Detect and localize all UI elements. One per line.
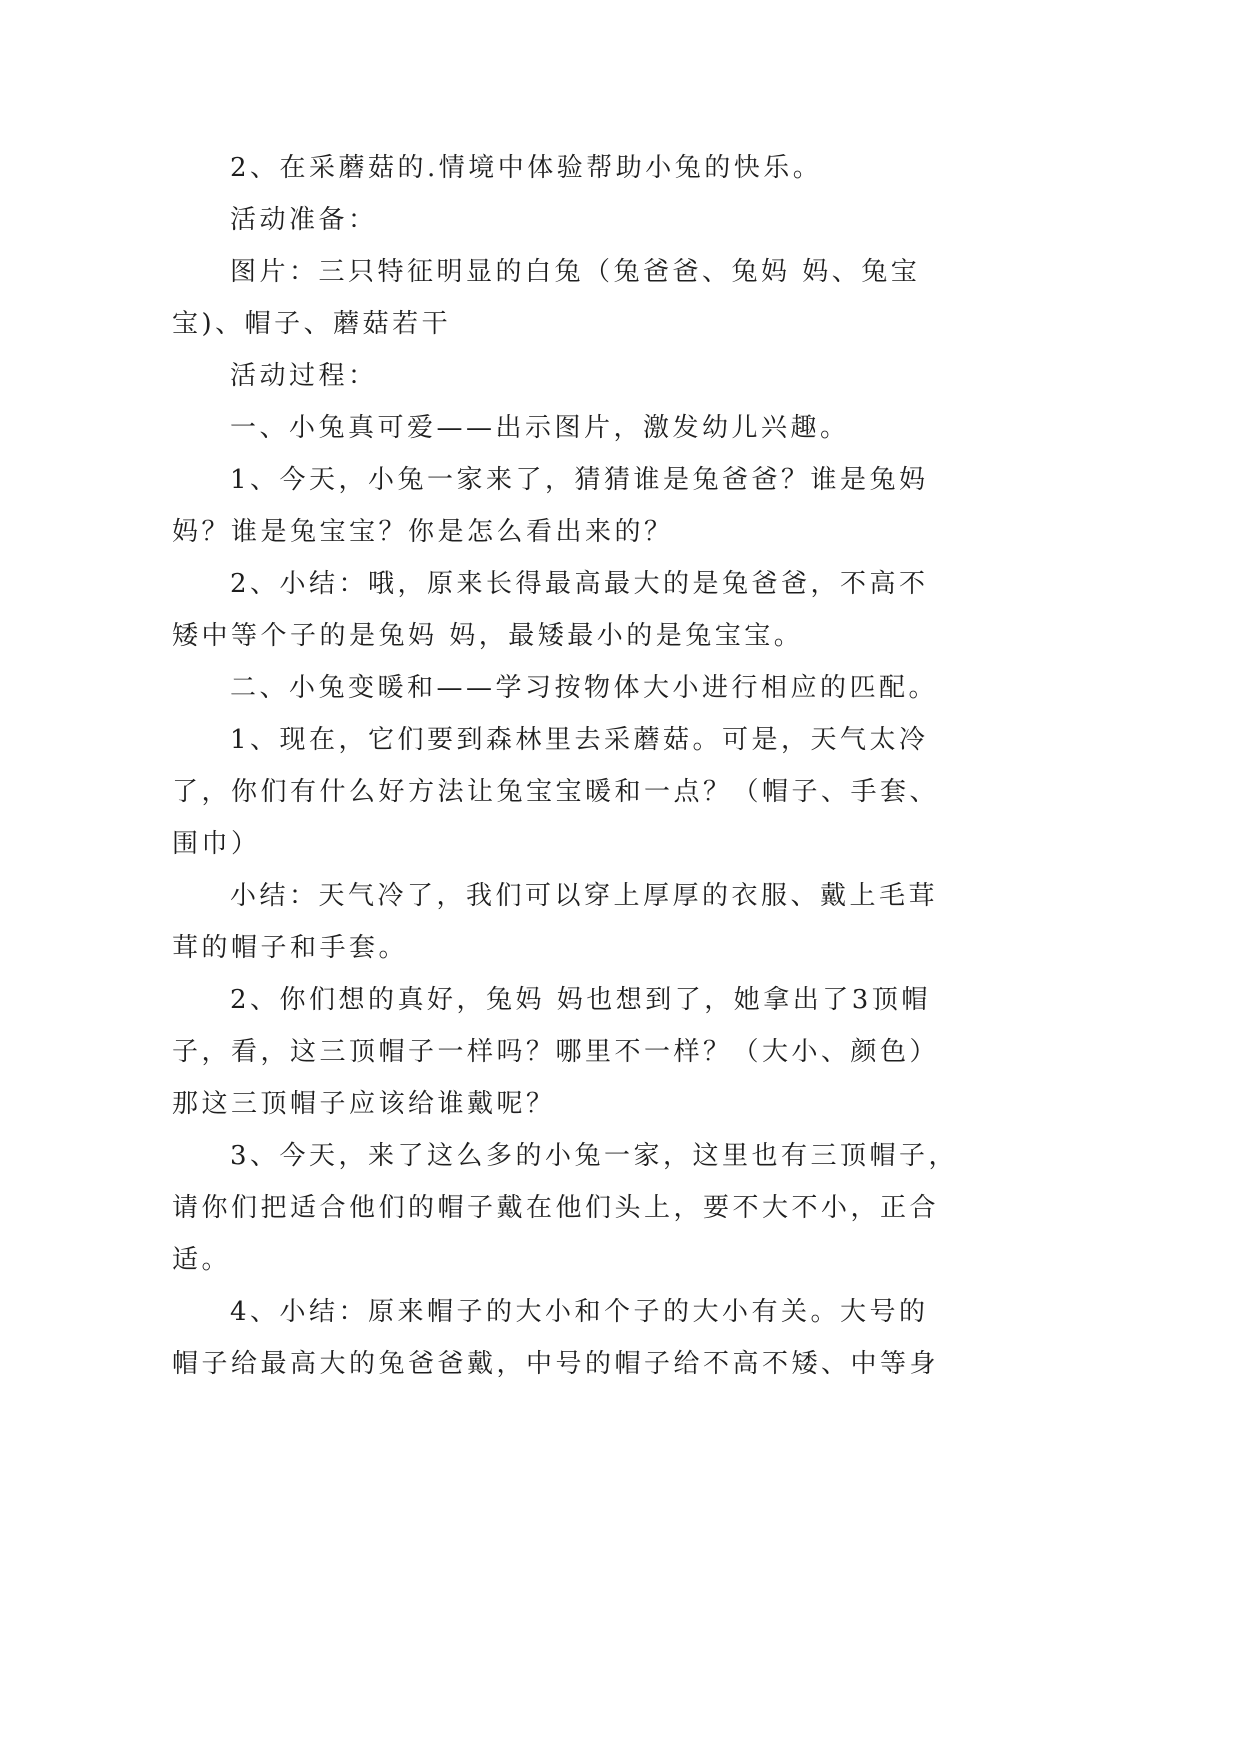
paragraph xyxy=(172,1286,992,1390)
document-line: 1、现在，它们要到森林里去采蘑菇。可是，天气太冷 xyxy=(230,725,929,755)
document-body xyxy=(172,142,992,1390)
document-line: 请你们把适合他们的帽子戴在他们头上，要不大不小，正合 xyxy=(172,1193,940,1223)
paragraph xyxy=(172,662,992,714)
document-line: 茸的帽子和手套。 xyxy=(172,933,409,963)
document-line: 妈？谁是兔宝宝？你是怎么看出来的？ xyxy=(172,517,674,547)
document-line: 活动过程： xyxy=(230,361,378,391)
document-line: 子，看，这三顶帽子一样吗？哪里不一样？（大小、颜色） xyxy=(172,1037,940,1067)
document-line: 那这三顶帽子应该给谁戴呢？ xyxy=(172,1089,556,1119)
document-line: 3、今天，来了这么多的小兔一家，这里也有三顶帽子， xyxy=(230,1141,959,1171)
paragraph xyxy=(172,454,992,558)
paragraph xyxy=(172,246,992,350)
document-line: 宝)、帽子、蘑菇若干 xyxy=(172,309,452,339)
document-line: 图片：三只特征明显的白兔（兔爸爸、兔妈 妈、兔宝 xyxy=(230,257,921,287)
document-line: 4、小结：原来帽子的大小和个子的大小有关。大号的 xyxy=(230,1297,929,1327)
paragraph xyxy=(172,1130,992,1286)
document-line: 二、小兔变暖和——学习按物体大小进行相应的匹配。 xyxy=(230,673,939,703)
document-line: 活动准备： xyxy=(230,205,378,235)
paragraph xyxy=(172,974,992,1130)
paragraph xyxy=(172,870,992,974)
paragraph xyxy=(172,714,992,870)
document-line: 矮中等个子的是兔妈 妈，最矮最小的是兔宝宝。 xyxy=(172,621,804,651)
paragraph xyxy=(172,142,992,194)
document-line: 帽子给最高大的兔爸爸戴，中号的帽子给不高不矮、中等身 xyxy=(172,1349,940,1379)
paragraph xyxy=(172,558,992,662)
document-line: 一、小兔真可爱——出示图片，激发幼儿兴趣。 xyxy=(230,413,850,443)
document-line: 适。 xyxy=(172,1245,232,1275)
section-heading xyxy=(172,194,992,246)
document-line: 小结：天气冷了，我们可以穿上厚厚的衣服、戴上毛茸 xyxy=(230,881,939,911)
paragraph xyxy=(172,402,992,454)
document-line: 围巾） xyxy=(172,829,261,859)
document-line: 1、今天，小兔一家来了，猜猜谁是兔爸爸？谁是兔妈 xyxy=(230,465,929,495)
document-line: 2、你们想的真好，兔妈 妈也想到了，她拿出了3顶帽 xyxy=(230,985,931,1015)
document-line: 了，你们有什么好方法让兔宝宝暖和一点？（帽子、手套、 xyxy=(172,777,940,807)
document-line: 2、小结：哦，原来长得最高最大的是兔爸爸，不高不 xyxy=(230,569,929,599)
section-heading xyxy=(172,350,992,402)
document-line: 2、在采蘑菇的.情境中体验帮助小兔的快乐。 xyxy=(230,153,823,183)
